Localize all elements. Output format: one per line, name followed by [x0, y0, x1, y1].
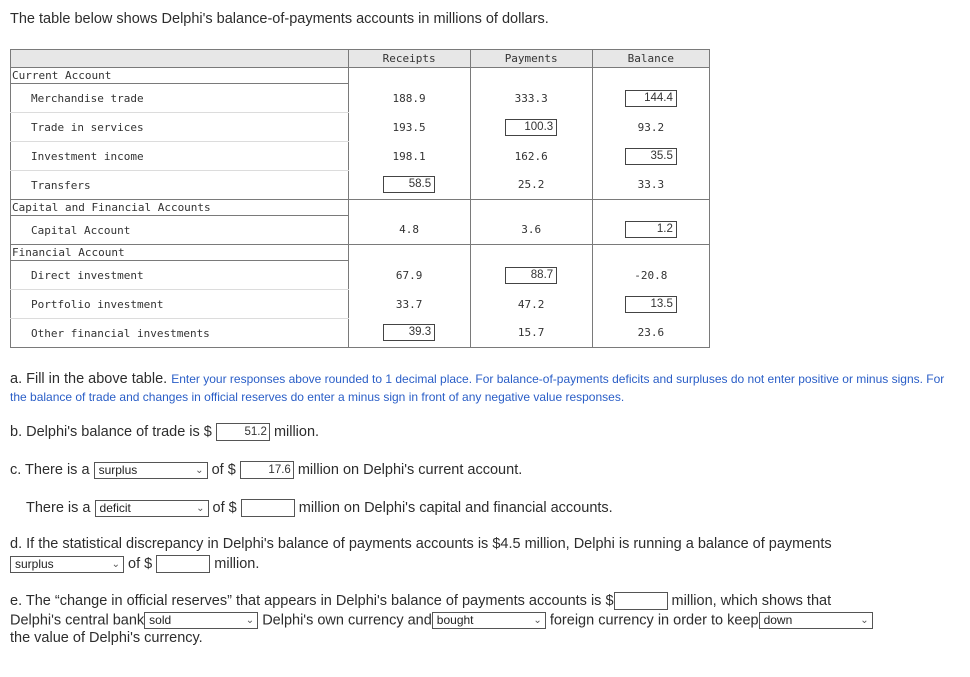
table-row [11, 171, 710, 200]
table-category-row [11, 68, 710, 84]
part-c-mid: of $ [211, 461, 236, 478]
part-e-text6: the value of Delphi's currency. [10, 630, 203, 646]
part-c-line2 [26, 499, 613, 517]
empty-cell [470, 245, 592, 261]
bop-balance-select[interactable] [10, 556, 124, 573]
row-label: Capital Account [11, 216, 349, 245]
capital-account-select[interactable] [95, 500, 209, 517]
part-d-suffix: million. [214, 555, 260, 572]
header-balance: Balance [592, 50, 709, 68]
part-e-text1: e. The “change in official reserves” that appears in Delphi's balance of payments accounts is $ [10, 592, 614, 609]
payments-cell: 47.2 [470, 290, 592, 319]
part-b [10, 423, 319, 441]
part-e-text3: Delphi's central bank [10, 612, 145, 629]
balance-input[interactable]: 13.5 [625, 296, 677, 313]
chevron-down-icon: ⌄ [860, 615, 869, 626]
current-account-select[interactable] [94, 462, 208, 479]
part-d-line2 [10, 555, 259, 573]
payments-cell: 162.6 [470, 142, 592, 171]
part-d-mid: of $ [128, 555, 153, 572]
part-d-text: d. If the statistical discrepancy in Delphi's balance of payments accounts is $4.5 million, Delphi is running a balance of payments [10, 536, 832, 552]
chevron-down-icon: ⌄ [245, 615, 255, 626]
chevron-down-icon: ⌄ [196, 502, 205, 514]
central-bank-action-value: sold [149, 613, 172, 627]
current-account-select-value: surplus [98, 462, 138, 477]
empty-cell [348, 245, 470, 261]
row-label: Merchandise trade [11, 84, 349, 113]
balance-input[interactable]: 35.5 [625, 148, 677, 165]
receipts-cell: 67.9 [348, 261, 470, 290]
current-account-input[interactable]: 17.6 [240, 461, 294, 479]
capital-account-select-value: deficit [99, 500, 131, 515]
empty-cell [592, 245, 709, 261]
receipts-cell: 33.7 [348, 290, 470, 319]
category-label: Financial Account [11, 245, 349, 261]
payments-input[interactable]: 88.7 [505, 267, 557, 284]
part-c2-suffix: million on Delphi's capital and financial accounts. [298, 499, 613, 516]
part-a-lead: a. Fill in the above table. [10, 371, 168, 387]
empty-cell [470, 200, 592, 216]
payments-cell: 333.3 [470, 84, 592, 113]
table-row [11, 319, 710, 348]
bop-balance-select-value: surplus [15, 556, 54, 571]
receipts-cell: 188.9 [348, 84, 470, 113]
part-c2-mid: of $ [212, 499, 237, 516]
row-label: Direct investment [11, 261, 349, 290]
part-a-instructions: Enter your responses above rounded to 1 decimal place. For balance-of-payments deficits and surpluses do not enter positive or minus signs. For the balance of trade and changes in official reserves do enter a minus sign in front of any negative value responses. [10, 372, 945, 404]
row-label: Trade in services [11, 113, 349, 142]
part-a [10, 370, 955, 406]
part-e-line1 [10, 592, 831, 610]
header-payments: Payments [470, 50, 592, 68]
balance-cell [592, 142, 709, 171]
row-label: Portfolio investment [11, 290, 349, 319]
part-b-prefix: b. Delphi's balance of trade is $ [10, 423, 212, 440]
receipts-input[interactable]: 58.5 [383, 176, 435, 193]
header-receipts: Receipts [348, 50, 470, 68]
table-row [11, 290, 710, 319]
part-c2-prefix: There is a [26, 499, 91, 516]
empty-cell [470, 68, 592, 84]
part-e-text4: Delphi's own currency and [262, 612, 432, 629]
payments-input[interactable]: 100.3 [505, 119, 557, 136]
table-header-row [11, 50, 710, 68]
balance-of-payments-table [10, 49, 710, 348]
payments-cell [470, 261, 592, 290]
part-e-text5: foreign currency in order to keep [549, 612, 759, 629]
row-label: Other financial investments [11, 319, 349, 348]
foreign-currency-action-select[interactable] [432, 612, 546, 629]
empty-cell [348, 200, 470, 216]
empty-cell [348, 68, 470, 84]
balance-cell [592, 290, 709, 319]
balance-input[interactable]: 1.2 [625, 221, 677, 238]
table-category-row [11, 245, 710, 261]
chevron-down-icon: ⌄ [533, 615, 542, 626]
foreign-currency-action-value: bought [436, 613, 474, 627]
chevron-down-icon: ⌄ [111, 558, 120, 570]
table-row [11, 261, 710, 290]
table-row [11, 113, 710, 142]
receipts-cell: 193.5 [348, 113, 470, 142]
receipts-input[interactable]: 39.3 [383, 324, 435, 341]
chevron-down-icon: ⌄ [195, 464, 204, 476]
balance-cell: -20.8 [592, 261, 709, 290]
table-row [11, 142, 710, 171]
balance-cell: 23.6 [592, 319, 709, 348]
balance-cell [592, 216, 709, 245]
header-blank [11, 50, 349, 68]
capital-account-input[interactable] [241, 499, 295, 517]
row-label: Transfers [11, 171, 349, 200]
intro-text: The table below shows Delphi's balance-of-payments accounts in millions of dollars. [10, 11, 549, 27]
part-b-suffix: million. [273, 423, 320, 440]
payments-cell: 3.6 [470, 216, 592, 245]
receipts-cell: 198.1 [348, 142, 470, 171]
row-label: Investment income [11, 142, 349, 171]
official-reserves-input[interactable] [614, 592, 668, 610]
table-row [11, 216, 710, 245]
receipts-cell [348, 171, 470, 200]
category-label: Capital and Financial Accounts [11, 200, 349, 216]
trade-balance-input[interactable]: 51.2 [216, 423, 270, 441]
part-c-prefix: c. There is a [10, 461, 90, 478]
receipts-cell [348, 319, 470, 348]
balance-cell: 33.3 [592, 171, 709, 200]
payments-cell: 15.7 [470, 319, 592, 348]
payments-cell [470, 113, 592, 142]
part-e-text2: million, which shows that [671, 592, 832, 609]
central-bank-action-select[interactable] [144, 612, 258, 629]
currency-direction-value: down [763, 613, 793, 627]
category-label: Current Account [11, 68, 349, 84]
currency-direction-select[interactable] [759, 612, 873, 629]
balance-cell [592, 84, 709, 113]
table-category-row [11, 200, 710, 216]
bop-balance-input[interactable] [156, 555, 210, 573]
receipts-cell: 4.8 [348, 216, 470, 245]
table-row [11, 84, 710, 113]
payments-cell: 25.2 [470, 171, 592, 200]
empty-cell [592, 200, 709, 216]
balance-cell: 93.2 [592, 113, 709, 142]
part-c-suffix: million on Delphi's current account. [297, 461, 523, 478]
empty-cell [592, 68, 709, 84]
balance-input[interactable]: 144.4 [625, 90, 677, 107]
part-c-line1 [10, 461, 522, 479]
part-e-line2 [10, 612, 873, 629]
